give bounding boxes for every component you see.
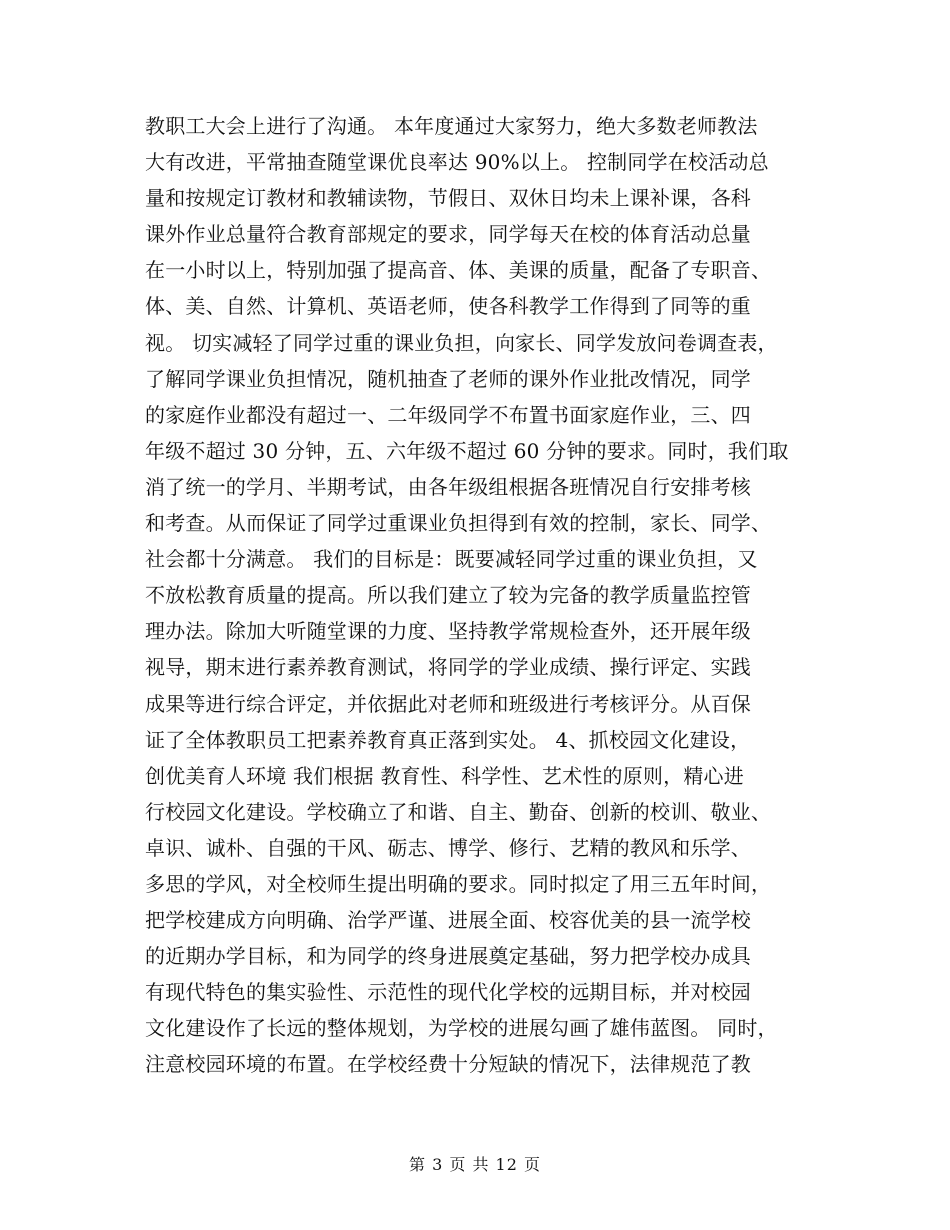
- text-line: 把学校建成方向明确、治学严谨、进展全面、校容优美的县一流学校: [145, 908, 751, 933]
- text-line: 社会都十分满意。 我们的目标是：既要减轻同学过重的课业负担，又: [145, 547, 758, 572]
- text-line: 和考查。从而保证了同学过重课业负担得到有效的控制，家长、同学、: [145, 511, 772, 536]
- text-line: 视。 切实减轻了同学过重的课业负担，向家长、同学发放问卷调查表，: [145, 330, 778, 355]
- text-line: 文化建设作了长远的整体规划，为学校的进展勾画了雄伟蓝图。 同时，: [145, 1016, 778, 1041]
- text-line: 成果等进行综合评定，并依据此对老师和班级进行考核评分。从百保: [145, 691, 751, 716]
- text-line: 创优美育人环境 我们根据 教育性、科学性、艺术性的原则，精心进: [145, 763, 744, 788]
- text-line: 量和按规定订教材和教辅读物，节假日、双休日均未上课补课，各科: [145, 186, 751, 211]
- text-line: 在一小时以上，特别加强了提高音、体、美课的质量，配备了专职音、: [145, 258, 772, 283]
- text-line: 视导，期末进行素养教育测试，将同学的学业成绩、操行评定、实践: [145, 655, 751, 680]
- text-line: 了解同学课业负担情况，随机抽查了老师的课外作业批改情况，同学: [145, 366, 751, 391]
- text-line: 有现代特色的集实验性、示范性的现代化学校的远期目标，并对校园: [145, 980, 751, 1005]
- page-footer: 第 3 页 共 12 页: [409, 1155, 541, 1174]
- text-line: 体、美、自然、计算机、英语老师，使各科教学工作得到了同等的重: [145, 294, 751, 319]
- text-line: 教职工大会上进行了沟通。 本年度通过大家努力，绝大多数老师教法: [145, 114, 758, 138]
- text-line: 行校园文化建设。学校确立了和谐、自主、勤奋、创新的校训、敬业、: [145, 799, 772, 824]
- text-line: 的近期办学目标，和为同学的终身进展奠定基础，努力把学校办成具: [145, 944, 751, 969]
- text-line: 年级不超过 30 分钟，五、六年级不超过 60 分钟的要求。同时，我们取: [145, 438, 789, 463]
- text-line: 理办法。除加大听随堂课的力度、坚持教学常规检查外，还开展年级: [145, 619, 751, 644]
- text-line: 不放松教育质量的提高。所以我们建立了较为完备的教学质量监控管: [145, 583, 751, 608]
- text-line: 消了统一的学月、半期考试，由各年级组根据各班情况自行安排考核: [145, 474, 751, 499]
- text-line: 卓识、诚朴、自强的干风、砺志、博学、修行、艺精的教风和乐学、: [145, 835, 751, 860]
- text-line: 注意校园环境的布置。在学校经费十分短缺的情况下，法律规范了教: [145, 1052, 751, 1077]
- body-text: [145, 108, 825, 1083]
- text-line: 多思的学风，对全校师生提出明确的要求。同时拟定了用三五年时间，: [145, 871, 772, 896]
- text-line: 证了全体教职员工把素养教育真正落到实处。 4、抓校园文化建设，: [145, 727, 751, 752]
- text-line: 课外作业总量符合教育部规定的要求，同学每天在校的体育活动总量: [145, 222, 751, 247]
- text-line: 大有改进，平常抽查随堂课优良率达 90%以上。 控制同学在校活动总: [145, 150, 769, 175]
- text-line: 的家庭作业都没有超过一、二年级同学不布置书面家庭作业，三、四: [145, 402, 751, 427]
